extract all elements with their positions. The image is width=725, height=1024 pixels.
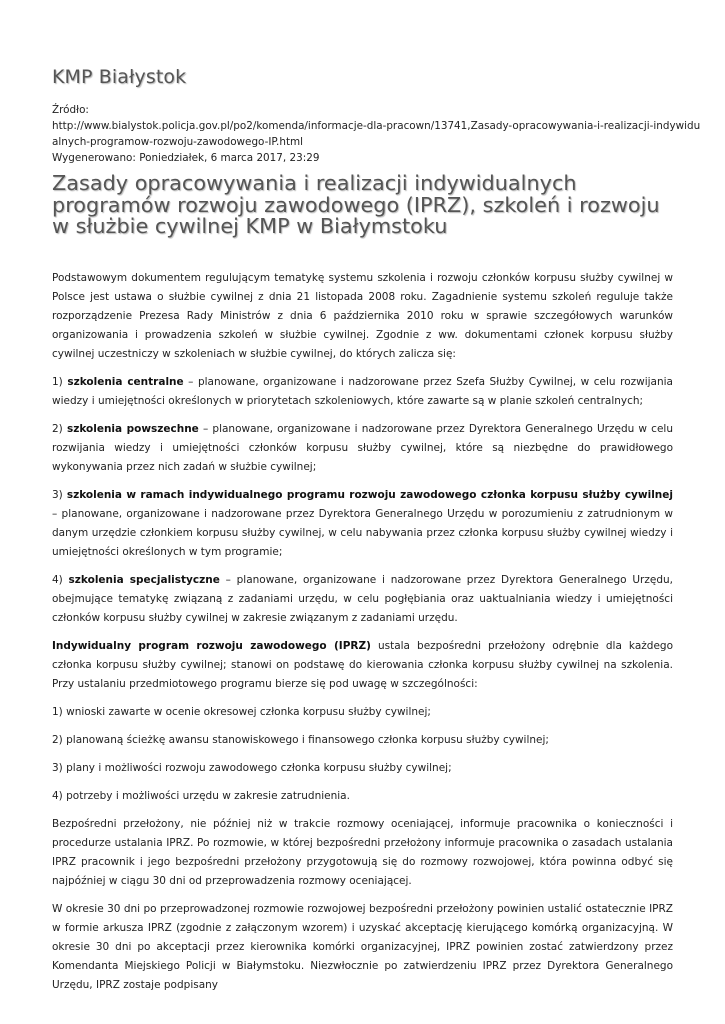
consideration-item: 4) potrzeby i możliwości urzędu w zakresie zatrudnienia.: [52, 790, 350, 802]
training-item: [52, 373, 673, 411]
consideration-item: 2) planowaną ścieżkę awansu stanowiskowego i finansowego członka korpusu służby cywilnej;: [52, 734, 549, 746]
iprz-desc: ustala bezpośredni przełożony odrębnie dla każdego członka korpusu służby cywilnej; stanowi on podstawę do kierowania członka korpusu służby cywilnej na szkolenia. Przy ustalaniu przedmiotowego programu bierze się pod uwagę w szczególności:: [52, 640, 673, 690]
training-number: 3): [52, 489, 63, 501]
training-item: [52, 420, 673, 477]
training-desc: – planowane, organizowane i nadzorowane przez Dyrektora Generalnego Urzędu, obejmujące tematykę związaną z zadaniami urzędu, w celu pogłębiania oraz uaktualniania wiedzy i umiejętności członków korpusu służby cywilnej w zakresie związanym z zadaniami urzędu.: [52, 574, 673, 624]
generated-date: Wygenerowano: Poniedziałek, 6 marca 2017, 23:29: [52, 152, 320, 164]
document-meta: [52, 102, 701, 166]
training-desc: – planowane, organizowane i nadzorowane przez Dyrektora Generalnego Urzędu w celu rozwijania wiedzy i umiejętności członków korpusu służby cywilnej, które są niezbędne do prawidłowego wykonywania przez nich zadań w służbie cywilnej;: [52, 423, 673, 473]
training-number: 4): [52, 574, 63, 586]
consideration-item: 1) wnioski zawarte w ocenie okresowej członka korpusu służby cywilnej;: [52, 706, 431, 718]
interview-paragraph: Bezpośredni przełożony, nie później niż w trakcie rozmowy oceniającej, informuje pracownika o konieczności i procedurze ustalania IPRZ. Po rozmowie, w której bezpośredni przełożony informuje pracownika o zasadach ustalania IPRZ pracownik i jego bezpośredni przełożony przygotowują się do rozmowy rozwojowej, która powinna odbyć się najpóźniej w ciągu 30 dni od przeprowadzenia rozmowy oceniającej.: [52, 818, 673, 887]
deadline-paragraph: W okresie 30 dni po przeprowadzonej rozmowie rozwojowej bezpośredni przełożony powinien ustalić ostatecznie IPRZ w formie arkusza IPRZ (zgodnie z załączonym wzorem) i uzyskać akceptację kierującego komórką organizacyjną. W okresie 30 dni po akceptacji przez kierownika komórki organizacyjnej, IPRZ powinien zostać zatwierdzony przez Komendanta Miejskiego Policji w Białymstoku. Niezwłocznie po zatwierdzeniu IPRZ przez Dyrektora Generalnego Urzędu, IPRZ zostaje podpisany: [52, 903, 673, 991]
site-title: KMP Białystok: [52, 66, 187, 88]
training-term: szkolenia specjalistyczne: [68, 574, 220, 586]
training-term: szkolenia centralne: [67, 376, 184, 388]
article-title: Zasady opracowywania i realizacji indywidualnych programów rozwoju zawodowego (IPRZ), szkoleń i rozwoju w służbie cywilnej KMP w Białymstoku: [52, 171, 660, 238]
training-term: szkolenia powszechne: [66, 423, 199, 435]
source-url-line-2: alnych-programow-rozwoju-zawodowego-IP.html: [52, 136, 304, 148]
iprz-term: Indywidualny program rozwoju zawodowego (IPRZ): [52, 640, 371, 652]
training-desc: – planowane, organizowane i nadzorowane przez Szefa Służby Cywilnej, w celu rozwijania wiedzy i umiejętności określonych w priorytetach szkoleniowych, które zawarte są w planie szkoleń centralnych;: [52, 376, 673, 407]
consideration-item: 3) plany i możliwości rozwoju zawodowego członka korpusu służby cywilnej;: [52, 762, 452, 774]
training-term: szkolenia w ramach indywidualnego programu rozwoju zawodowego członka korpusu służby cywilnej: [66, 489, 673, 501]
source-label: Źródło:: [52, 104, 89, 116]
training-item: [52, 571, 673, 628]
intro-paragraph: Podstawowym dokumentem regulującym tematykę systemu szkolenia i rozwoju członków korpusu służby cywilnej w Polsce jest ustawa o służbie cywilnej z dnia 21 listopada 2008 roku. Zagadnienie systemu szkoleń reguluje także rozporządzenie Prezesa Rady Ministrów z dnia 6 października 2010 roku w sprawie szczegółowych warunków organizowania i prowadzenia szkoleń w służbie cywilnej. Zgodnie z ww. dokumentami członek korpusu służby cywilnej uczestniczy w szkoleniach w służbie cywilnej, do których zalicza się:: [52, 272, 673, 360]
iprz-paragraph: [52, 637, 673, 694]
training-item: [52, 486, 673, 562]
training-number: 1): [52, 376, 63, 388]
source-url-line-1: http://www.bialystok.policja.gov.pl/po2/komenda/informacje-dla-pracown/13741,Zasady-opracowywania-i-realizacji-indywidu: [52, 120, 701, 132]
training-desc: – planowane, organizowane i nadzorowane przez Dyrektora Generalnego Urzędu w porozumieniu z zatrudnionym w danym urzędzie członkiem korpusu służby cywilnej, w celu nabywania przez członka korpusu służby cywilnej wiedzy i umiejętności określonych w tym programie;: [52, 508, 673, 558]
training-number: 2): [52, 423, 63, 435]
article-body: [52, 269, 673, 1004]
